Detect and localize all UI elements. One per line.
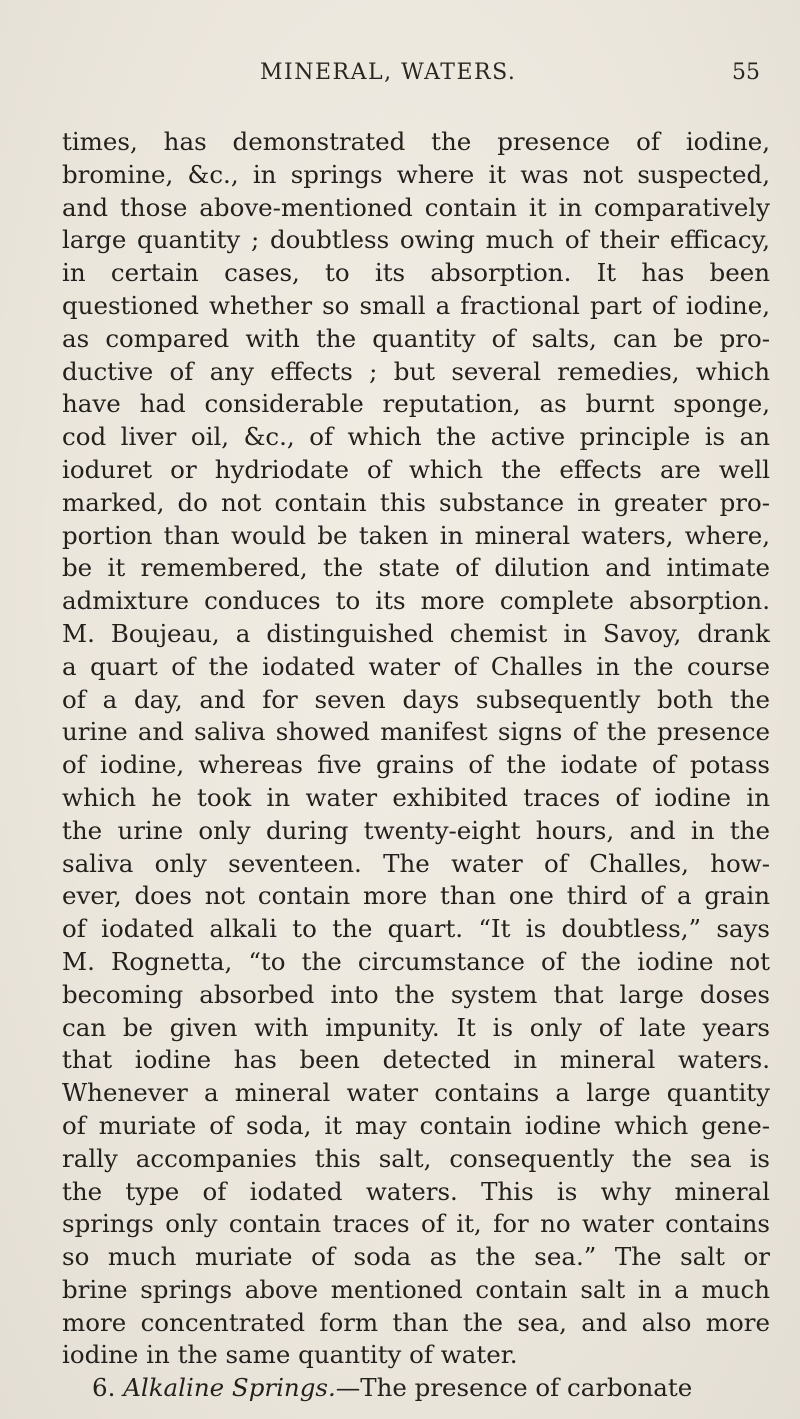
text-line: and those above-mentioned contain it in comparatively [62,192,770,222]
text-line: large quantity ; doubtless owing much of their efficacy, [62,225,770,255]
text-line: have had considerable reputation, as burnt sponge, [62,389,770,419]
text-line: urine and saliva showed manifest signs of the presence [62,717,770,747]
text-line: bromine, &c., in springs where it was not suspected, [62,159,770,189]
text-line: cod liver oil, &c., of which the active principle is an [62,422,770,452]
text-line: M. Rognetta, “to the circumstance of the iodine not [62,946,770,976]
text-line: questioned whether so small a fractional part of iodine, [62,290,770,320]
text-line: times, has demonstrated the presence of iodine, [62,127,770,156]
text-line: of iodine, whereas five grains of the iodate of potass [62,750,770,780]
text-line: a quart of the iodated water of Challes in the course [62,651,770,681]
text-line: rally accompanies this salt, consequently the sea is [62,1143,770,1173]
text-line: Whenever a mineral water contains a large quantity [62,1078,770,1108]
text-line: springs only contain traces of it, for no water contains [62,1209,770,1239]
text-line: be it remembered, the state of dilution and intimate [62,553,770,583]
section-number: 6. [92,1373,116,1403]
text-line: more concentrated form than the sea, and also more [62,1307,770,1337]
paragraph-iodine [62,126,770,1372]
text-line: saliva only seventeen. The water of Challes, how- [62,848,770,878]
text-line: of a day, and for seven days subsequently both the [62,684,770,714]
text-line: ductive of any effects ; but several remedies, which [62,356,770,386]
text-line: brine springs above mentioned contain salt in a much [62,1274,770,1304]
text-line: marked, do not contain this substance in greater pro- [62,487,770,517]
text-line: becoming absorbed into the system that large doses [62,979,770,1009]
text-line: that iodine has been detected in mineral waters. [62,1045,770,1075]
page-header [230,60,760,94]
section-text: —The presence of carbonate [335,1373,693,1403]
text-line: can be given with impunity. It is only of late years [62,1012,770,1042]
text-line: as compared with the quantity of salts, can be pro- [62,323,770,353]
text-line: M. Boujeau, a distinguished chemist in Savoy, drank [62,618,770,648]
body-text [62,126,770,1405]
text-line: of iodated alkali to the quart. “It is doubtless,” says [62,914,770,944]
text-line: portion than would be taken in mineral waters, where, [62,520,770,550]
text-line: admixture conduces to its more complete absorption. [62,586,770,616]
page-number: 55 [732,60,760,85]
paragraph-alkaline-springs [62,1372,770,1405]
text-line: in certain cases, to its absorption. It has been [62,258,770,288]
text-line: ever, does not contain more than one third of a grain [62,881,770,911]
text-line: iodine in the same quantity of water. [62,1340,518,1370]
text-line: which he took in water exhibited traces of iodine in [62,782,770,812]
text-line: so much muriate of soda as the sea.” The salt or [62,1242,770,1272]
section-heading: Alkaline Springs. [123,1373,336,1403]
running-head: MINERAL, WATERS. [260,60,517,85]
text-line: the urine only during twenty-eight hours, and in the [62,815,770,845]
text-line: ioduret or hydriodate of which the effects are well [62,454,770,484]
text-line: the type of iodated waters. This is why mineral [62,1176,770,1206]
text-line: of muriate of soda, it may contain iodine which gene- [62,1110,770,1140]
